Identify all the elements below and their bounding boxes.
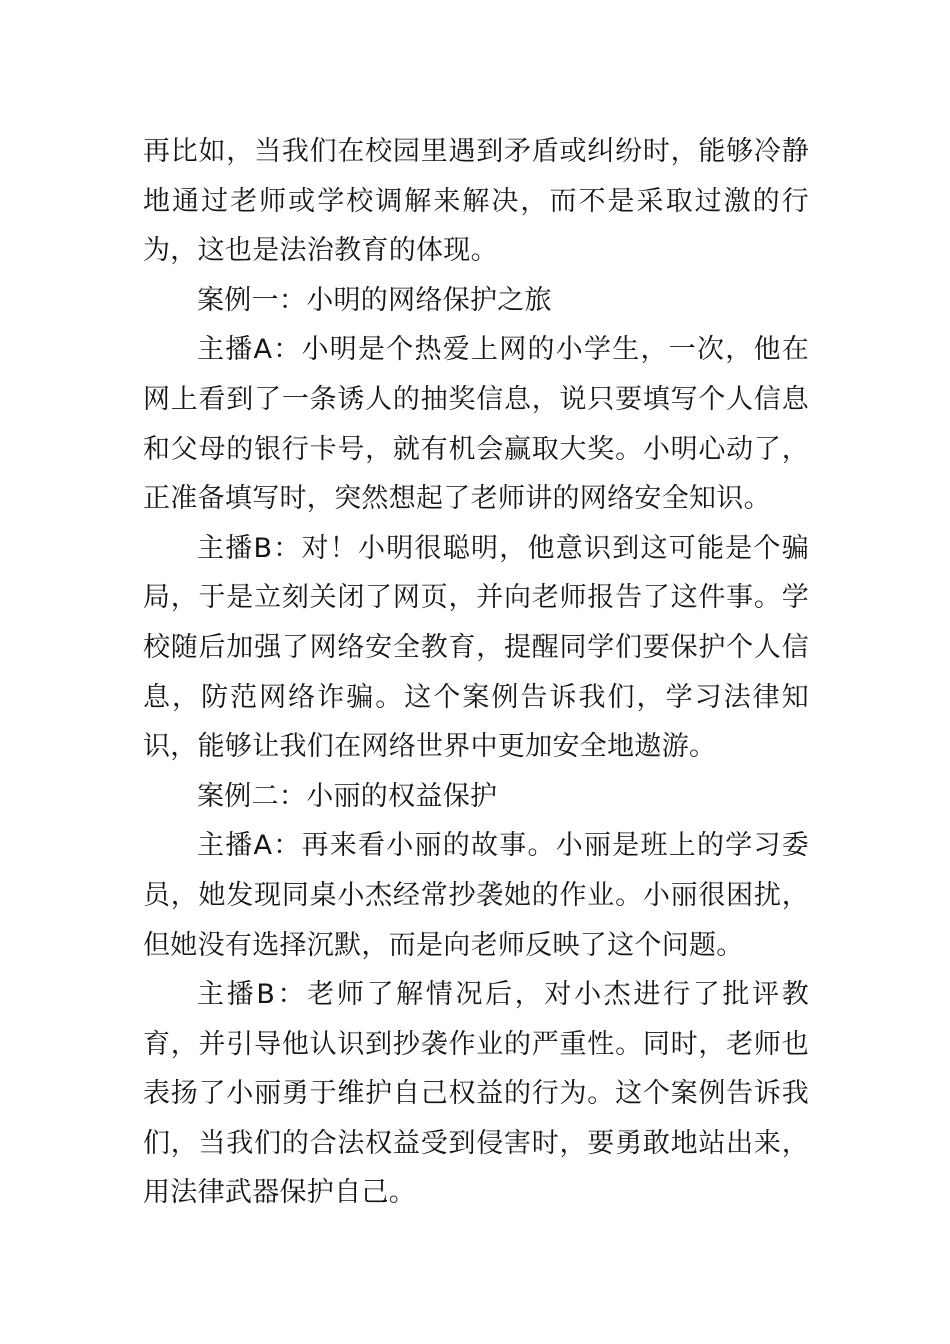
paragraph-mediation-example: 再比如，当我们在校园里遇到矛盾或纠纷时，能够冷静地通过老师或学校调解来解决，而不是采取过激的行为，这也是法治教育的体现。: [143, 136, 809, 267]
paragraph-case-one-host-b: 主播B：对！小明很聪明，他意识到这可能是个骗局，于是立刻关闭了网页，并向老师报告了这件事。学校随后加强了网络安全教育，提醒同学们要保护个人信息，防范网络诈骗。这个案例告诉我们，学习法律知识，能够让我们在网络世界中更加安全地遨游。: [143, 532, 809, 763]
document-body: [143, 127, 809, 1218]
heading-case-two: 案例二：小丽的权益保护: [197, 780, 498, 812]
paragraph-case-two-host-b: 主播B：老师了解情况后，对小杰进行了批评教育，并引导他认识到抄袭作业的严重性。同时，老师也表扬了小丽勇于维护自己权益的行为。这个案例告诉我们，当我们的合法权益受到侵害时，要勇敢地站出来，用法律武器保护自己。: [143, 979, 809, 1209]
paragraph-case-two-host-a: 主播A：再来看小丽的故事。小丽是班上的学习委员，她发现同桌小杰经常抄袭她的作业。小丽很困扰，但她没有选择沉默，而是向老师反映了这个问题。: [143, 830, 809, 961]
heading-case-one: 案例一：小明的网络保护之旅: [197, 284, 552, 316]
paragraph-case-one-host-a: 主播A：小明是个热爱上网的小学生，一次，他在网上看到了一条诱人的抽奖信息，说只要填写个人信息和父母的银行卡号，就有机会赢取大奖。小明心动了，正准备填写时，突然想起了老师讲的网络安全知识。: [143, 334, 809, 515]
